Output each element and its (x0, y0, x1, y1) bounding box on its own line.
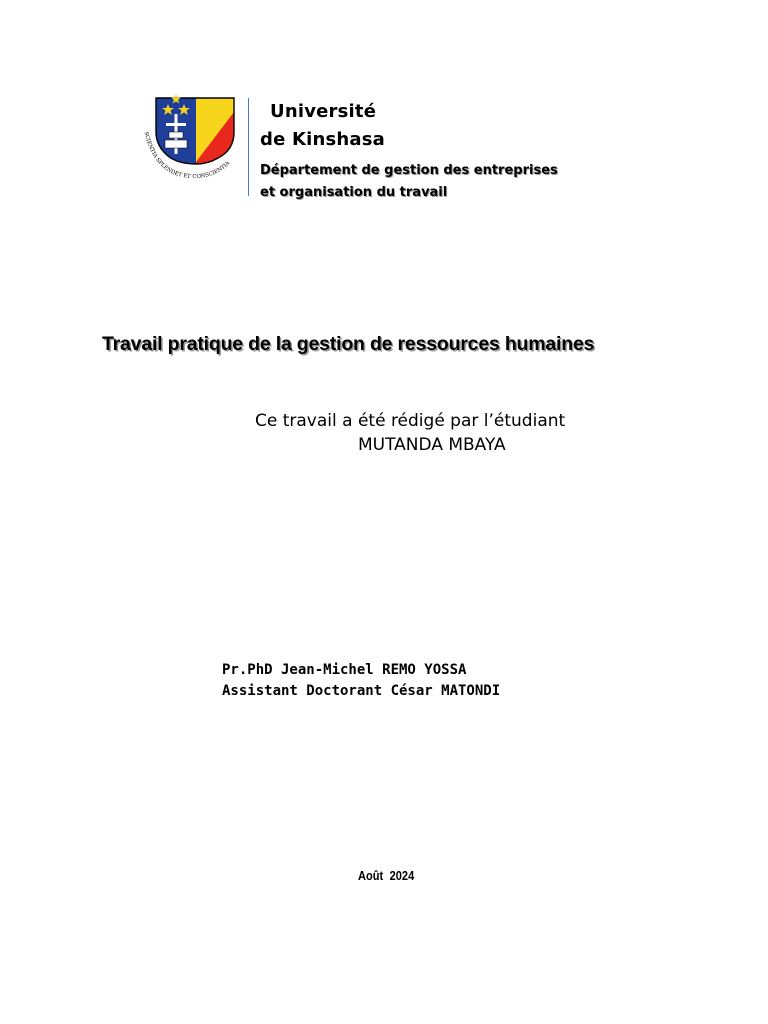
written-by-text: Ce travail a été rédigé par l’étudiant (255, 411, 566, 431)
university-name-line1: Université (270, 101, 377, 122)
shield-icon (156, 94, 234, 164)
department-line1: Département de gestion des entreprises (260, 163, 558, 178)
motto-text: SCIENTIA SPLENDET ET CONSCIENTIA (142, 131, 232, 181)
document-title: Travail pratique de la gestion de ressources humaines (102, 333, 595, 355)
professor-name: Pr.PhD Jean-Michel REMO YOSSA (222, 662, 467, 678)
university-name-line2: de Kinshasa (260, 129, 386, 150)
university-crest-icon (138, 92, 250, 184)
document-date: Août 2024 (358, 868, 415, 883)
header-divider (248, 98, 249, 196)
assistant-name: Assistant Doctorant César MATONDI (222, 683, 501, 699)
department-line2: et organisation du travail (260, 185, 448, 200)
student-name: MUTANDA MBAYA (358, 435, 506, 455)
